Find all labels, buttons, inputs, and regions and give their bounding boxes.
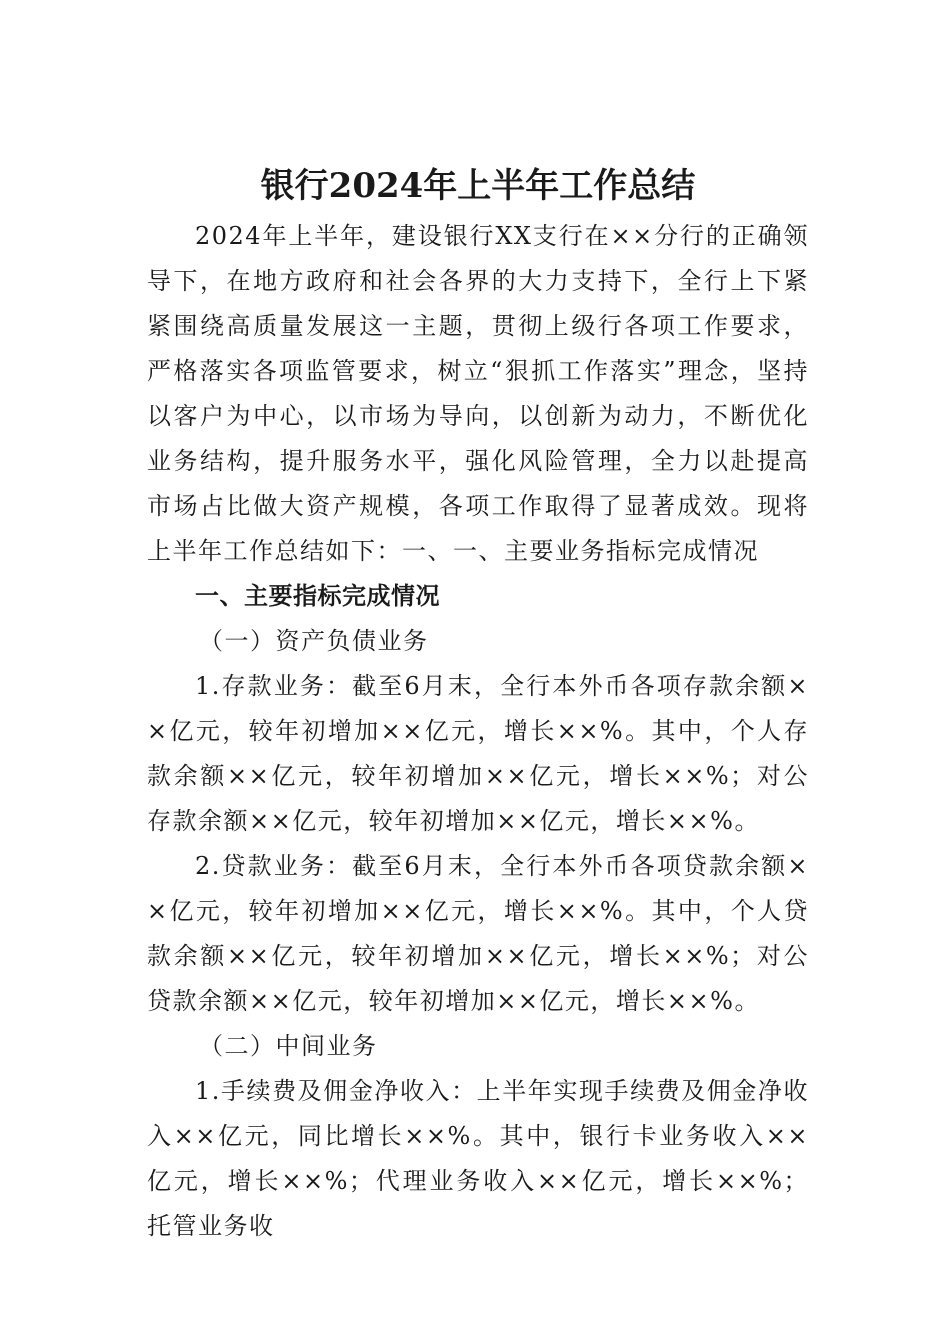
document-title: 银行2024年上半年工作总结	[260, 166, 696, 206]
intro-paragraph: 2024年上半年，建设银行XX支行在××分行的正确领导下，在地方政府和社会各界的大力支持下，全行上下紧紧围绕高质量发展这一主题，贯彻上级行各项工作要求，严格落实各项监管要求，树立“狠抓工作落实”理念，坚持以客户为中心，以市场为导向，以创新为动力，不断优化业务结构，提升服务水平，强化风险管理，全力以赴提高市场占比做大资产规模，各项工作取得了显著成效。现将上半年工作总结如下：一、一、主要业务指标完成情况	[147, 222, 809, 565]
paragraph-loans: 2.贷款业务：截至6月末，全行本外币各项贷款余额××亿元，较年初增加××亿元，增长××%。其中，个人贷款余额××亿元，较年初增加××亿元，增长××%；对公贷款余额××亿元，较年初增加××亿元，增长××%。	[147, 852, 809, 1015]
document-page	[147, 160, 809, 1249]
paragraph-fee-income: 1.手续费及佣金净收入：上半年实现手续费及佣金净收入××亿元，同比增长××%。其中，银行卡业务收入××亿元，增长××%；代理业务收入××亿元，增长××%；托管业务收	[147, 1077, 809, 1240]
section-heading-main-indicators: 一、主要指标完成情况	[195, 582, 440, 610]
subsection-heading-assets-liabilities: （一）资产负债业务	[199, 627, 429, 655]
paragraph-deposits: 1.存款业务：截至6月末，全行本外币各项存款余额××亿元，较年初增加××亿元，增长××%。其中，个人存款余额××亿元，较年初增加××亿元，增长××%；对公存款余额××亿元，较年初增加××亿元，增长××%。	[147, 672, 809, 835]
subsection-heading-intermediary: （二）中间业务	[199, 1032, 378, 1060]
